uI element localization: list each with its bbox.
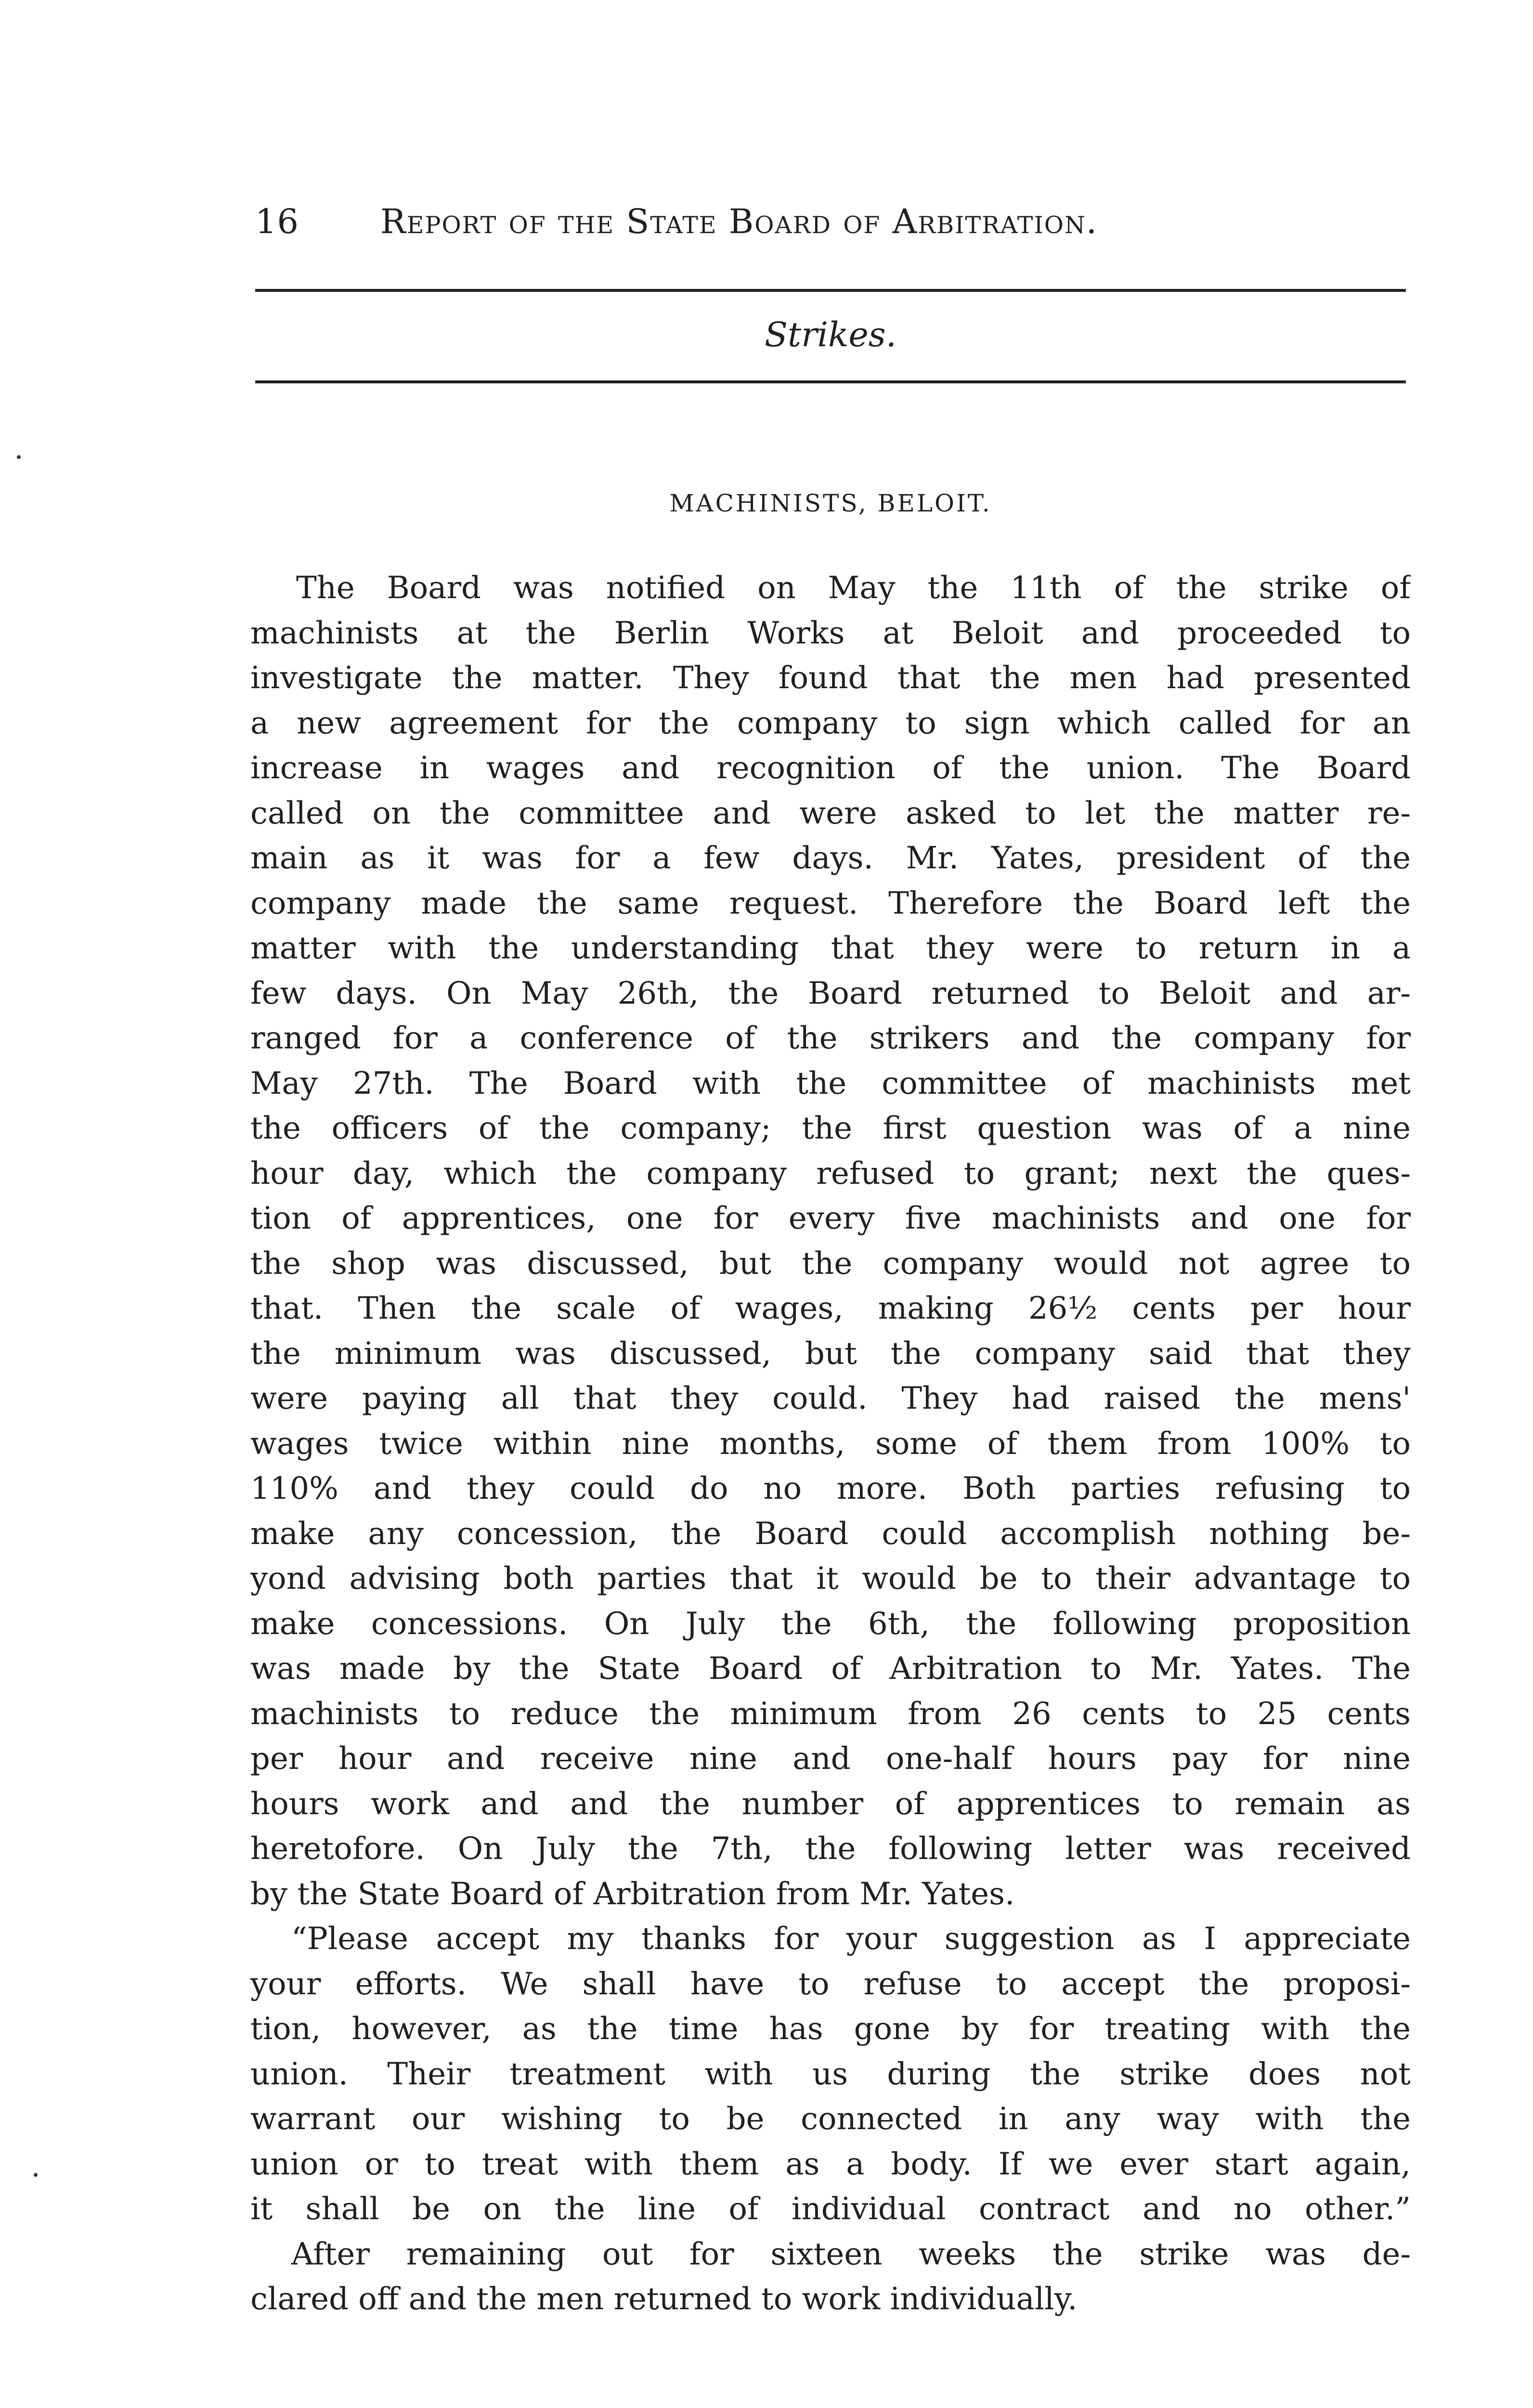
text-line: tion of apprentices, one for every five machinists and one for: [250, 1201, 1411, 1236]
text-line: After remaining out for sixteen weeks the strike was de-: [291, 2236, 1411, 2272]
text-line: 110% and they could do no more. Both parties refusing to: [250, 1471, 1411, 1506]
text-line: main as it was for a few days. Mr. Yates, president of the: [250, 840, 1411, 876]
text-line: make any concession, the Board could accomplish nothing be-: [250, 1516, 1411, 1552]
text-line: the minimum was discussed, but the company said that they: [250, 1335, 1411, 1372]
section-title: Strikes.: [765, 315, 896, 354]
text-line: company made the same request. Therefore the Board left the: [250, 885, 1411, 921]
text-line: machinists to reduce the minimum from 26 cents to 25 cents: [250, 1696, 1411, 1732]
text-line: The Board was notified on May the 11th of the strike of: [296, 570, 1411, 606]
text-line: clared off and the men returned to work individually.: [250, 2281, 1078, 2317]
text-line: yond advising both parties that it would be to their advantage to: [250, 1561, 1411, 1597]
text-line: investigate the matter. They found that the men had presented: [250, 660, 1411, 696]
paragraph-board-notification: [250, 566, 1411, 1917]
text-line: ranged for a conference of the strikers and the company for: [250, 1021, 1411, 1056]
text-line: by the State Board of Arbitration from Mr. Yates.: [250, 1876, 1015, 1912]
text-line: the shop was discussed, but the company would not agree to: [250, 1245, 1411, 1282]
text-line: make concessions. On July the 6th, the following proposition: [250, 1606, 1411, 1642]
text-line: the officers of the company; the first question was of a nine: [250, 1111, 1411, 1146]
text-line: “Please accept my thanks for your suggestion as I appreciate: [291, 1921, 1411, 1957]
article-subheading: MACHINISTS, BELOIT.: [669, 489, 992, 517]
text-line: tion, however, as the time has gone by for treating with the: [250, 2011, 1411, 2047]
text-line: union or to treat with them as a body. If we ever start again,: [250, 2146, 1411, 2182]
text-line: machinists at the Berlin Works at Beloit and proceeded to: [250, 615, 1411, 651]
text-line: union. Their treatment with us during the strike does not: [250, 2056, 1411, 2092]
text-line: a new agreement for the company to sign which called for an: [250, 705, 1411, 741]
text-line: few days. On May 26th, the Board returned to Beloit and ar-: [250, 975, 1411, 1011]
closing-paragraph: [250, 2232, 1411, 2322]
running-head: [255, 195, 1411, 248]
text-line: warrant our wishing to be connected in any way with the: [250, 2101, 1411, 2137]
text-line: were paying all that they could. They had raised the mens': [250, 1381, 1411, 1416]
quoted-letter: [250, 1917, 1411, 2232]
top-rule: [255, 289, 1406, 292]
text-line: May 27th. The Board with the committee of machinists met: [250, 1065, 1411, 1101]
text-line: that. Then the scale of wages, making 26½ cents per hour: [250, 1291, 1411, 1326]
text-line: called on the committee and were asked to let the matter re-: [250, 795, 1411, 831]
text-line: matter with the understanding that they were to return in a: [250, 930, 1411, 966]
article-body: [250, 566, 1411, 2322]
bottom-rule: [255, 380, 1406, 383]
text-line: hours work and and the number of apprentices to remain as: [250, 1786, 1411, 1822]
page-number: 16: [255, 202, 299, 241]
text-line: it shall be on the line of individual contract and no other.”: [250, 2191, 1411, 2227]
report-title: Report of the State Board of Arbitration.: [380, 202, 1098, 241]
text-line: increase in wages and recognition of the union. The Board: [250, 750, 1411, 786]
scan-speck: [34, 2173, 38, 2177]
text-line: your efforts. We shall have to refuse to accept the proposi-: [250, 1966, 1411, 2002]
scan-speck: [17, 455, 21, 459]
text-line: wages twice within nine months, some of them from 100% to: [250, 1426, 1411, 1462]
text-line: per hour and receive nine and one-half hours pay for nine: [250, 1741, 1411, 1777]
text-line: hour day, which the company refused to grant; next the ques-: [250, 1155, 1411, 1191]
text-line: heretofore. On July the 7th, the following letter was received: [250, 1831, 1411, 1867]
text-line: was made by the State Board of Arbitration to Mr. Yates. The: [250, 1651, 1411, 1687]
